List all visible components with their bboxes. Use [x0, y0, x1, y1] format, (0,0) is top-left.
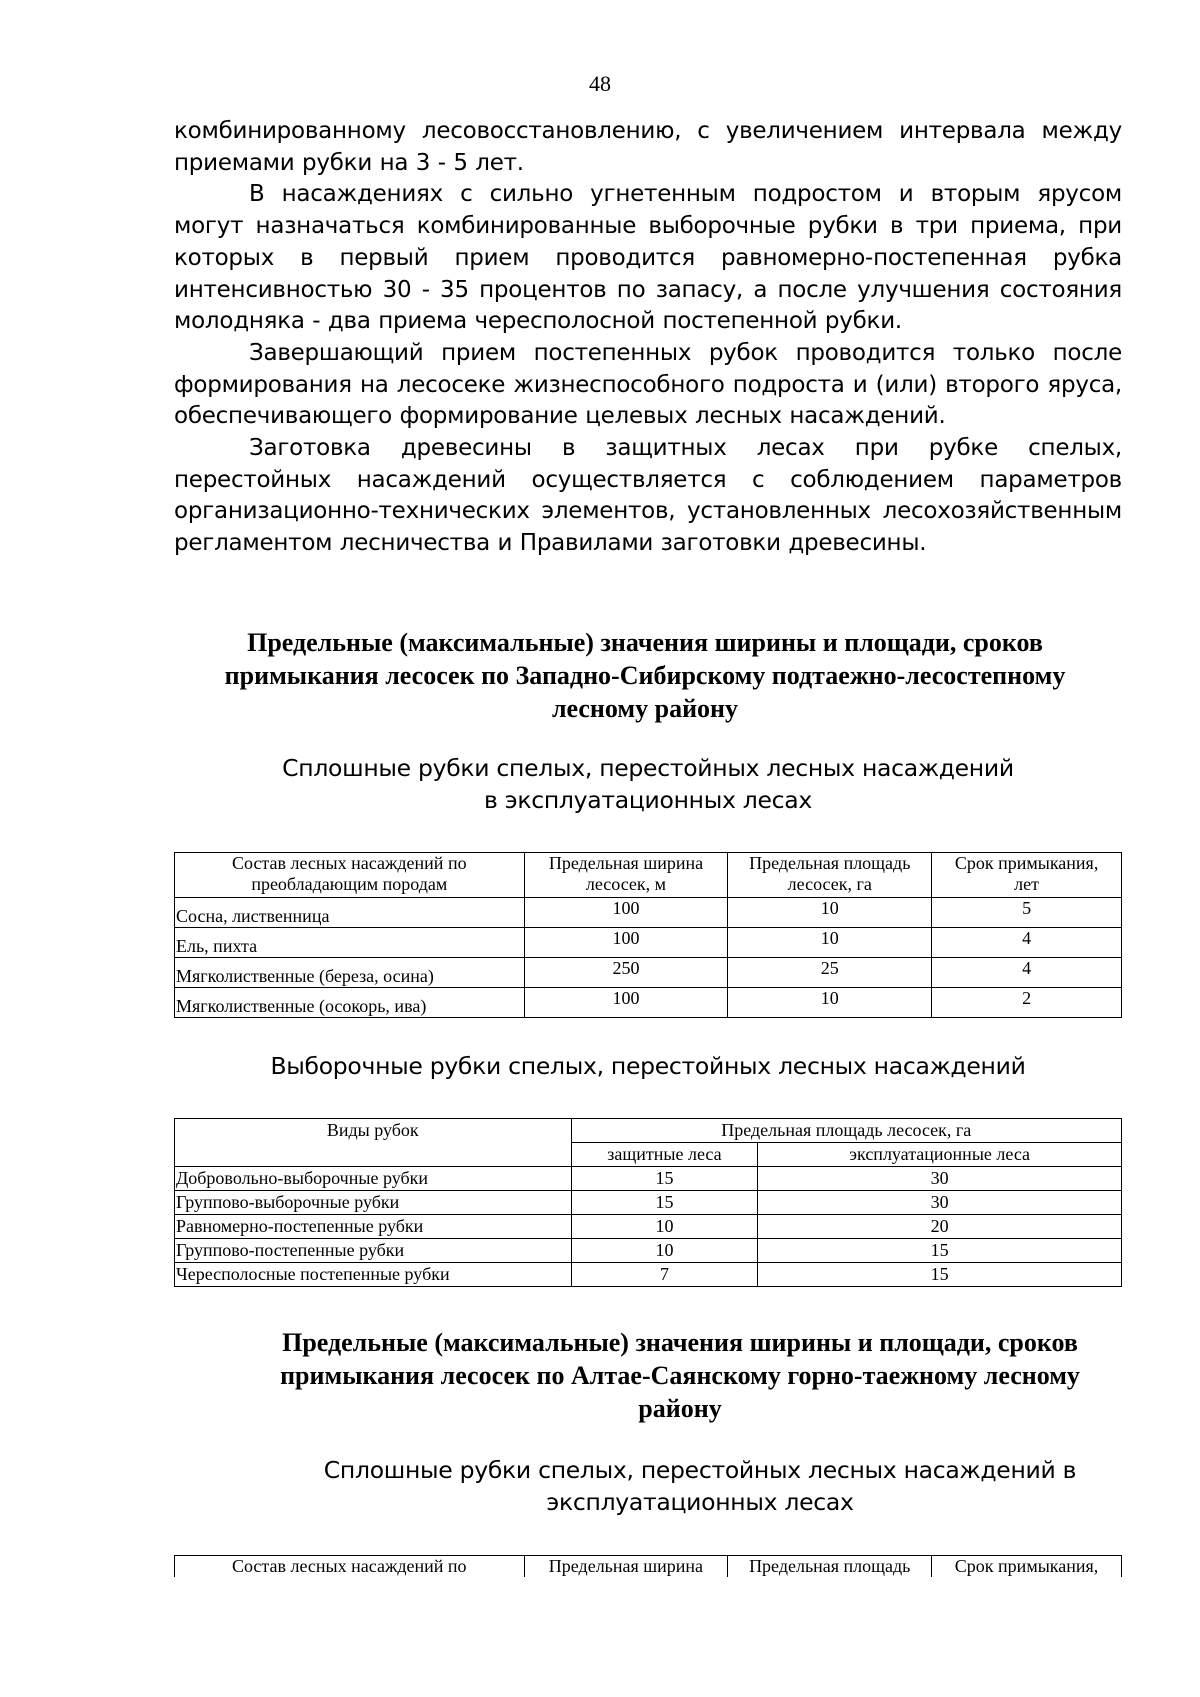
area-cell: 25	[728, 958, 932, 988]
operational-value-cell: 20	[758, 1215, 1122, 1239]
table-header-row	[175, 1556, 1122, 1578]
species-cell: Мягколиственные (береза, осина)	[175, 958, 525, 988]
header-cutting-type: Виды рубок	[175, 1119, 572, 1167]
table-header-row	[175, 853, 1122, 898]
table-row	[175, 1167, 1122, 1191]
table-row	[175, 1239, 1122, 1263]
table-row	[175, 988, 1122, 1018]
section1-clear-cutting-subtitle	[174, 752, 1122, 816]
table-row	[175, 1191, 1122, 1215]
table-row	[175, 958, 1122, 988]
body-text	[174, 116, 1122, 560]
protective-value-cell: 10	[571, 1239, 758, 1263]
header-max-width: Предельная ширина	[524, 1556, 728, 1578]
section1-heading-line: Предельные (максимальные) значения ширины и площади, сроков	[247, 628, 1043, 657]
width-cell: 100	[524, 898, 728, 928]
section2-heading-line: примыкания лесосек по Алтае-Саянскому горно-таежному лесному	[280, 1361, 1080, 1390]
operational-value-cell: 30	[758, 1167, 1122, 1191]
page-number: 48	[589, 71, 611, 96]
subtitle-line: Сплошные рубки спелых, перестойных лесных насаждений	[282, 754, 1014, 782]
paragraph-continuation: комбинированному лесовосстановлению, с увеличением интервала между приемами рубки на 3 - 5 лет.	[174, 118, 1122, 176]
section2-heading	[190, 1326, 1170, 1425]
term-cell: 4	[932, 958, 1122, 988]
table-row	[175, 928, 1122, 958]
cutting-type-cell: Добровольно-выборочные рубки	[175, 1167, 572, 1191]
area-cell: 10	[728, 898, 932, 928]
protective-value-cell: 10	[571, 1215, 758, 1239]
species-cell: Мягколиственные (осокорь, ива)	[175, 988, 525, 1018]
section1-heading-line: примыкания лесосек по Западно-Сибирскому подтаежно-лесостепному	[224, 661, 1066, 690]
cutting-type-cell: Чересполосные постепенные рубки	[175, 1263, 572, 1287]
selective-cutting-table	[174, 1118, 1122, 1287]
subtitle-line: в эксплуатационных лесах	[484, 786, 812, 814]
clear-cutting-table	[174, 852, 1122, 1018]
header-adjacency-term: Срок примыкания, лет	[932, 853, 1122, 898]
header-max-width: Предельная ширина лесосек, м	[524, 853, 728, 898]
term-cell: 4	[932, 928, 1122, 958]
term-cell: 2	[932, 988, 1122, 1018]
section1-heading-line: лесному району	[551, 694, 739, 723]
header-composition: Состав лесных насаждений по	[175, 1556, 525, 1578]
section2-clear-cutting-subtitle	[250, 1454, 1150, 1518]
protective-value-cell: 15	[571, 1167, 758, 1191]
operational-value-cell: 30	[758, 1191, 1122, 1215]
section2-heading-line: Предельные (максимальные) значения ширины и площади, сроков	[282, 1328, 1078, 1357]
area-cell: 10	[728, 988, 932, 1018]
header-adjacency-term: Срок примыкания,	[932, 1556, 1122, 1578]
header-operational-forests: эксплуатационные леса	[758, 1143, 1122, 1167]
protective-value-cell: 15	[571, 1191, 758, 1215]
operational-value-cell: 15	[758, 1239, 1122, 1263]
table-row	[175, 1263, 1122, 1287]
header-composition: Состав лесных насаждений по преобладающим породам	[175, 853, 525, 898]
cutting-type-cell: Равномерно-постепенные рубки	[175, 1215, 572, 1239]
subtitle-line: эксплуатационных лесах	[546, 1488, 854, 1516]
area-cell: 10	[728, 928, 932, 958]
width-cell: 100	[524, 928, 728, 958]
table-row	[175, 898, 1122, 928]
paragraph-protective-forests: Заготовка древесины в защитных лесах при рубке спелых, перестойных насаждений осуществляется с соблюдением параметров организационно-технических элементов, установленных лесохозяйственным регламентом лесничества и Правилами заготовки древесины.	[174, 435, 1122, 557]
table-header-row	[175, 1119, 1122, 1143]
table-row	[175, 1215, 1122, 1239]
paragraph-combined-cuttings: В насаждениях с сильно угнетенным подростом и вторым ярусом могут назначаться комбинированные выборочные рубки в три приема, при которых в первый прием проводится равномерно-постепенная рубка интенсивностью 30 - 35 процентов по запасу, а после улучшения состояния молодняка - два приема чересполосной постепенной рубки.	[174, 181, 1122, 335]
header-max-area: Предельная площадь лесосек, га	[571, 1119, 1121, 1143]
subtitle-line: Сплошные рубки спелых, перестойных лесных насаждений в	[323, 1456, 1077, 1484]
operational-value-cell: 15	[758, 1263, 1122, 1287]
term-cell: 5	[932, 898, 1122, 928]
header-max-area: Предельная площадь	[728, 1556, 932, 1578]
section2-clear-cutting-table	[174, 1555, 1122, 1577]
section1-heading	[150, 626, 1140, 725]
species-cell: Сосна, лиственница	[175, 898, 525, 928]
header-max-area: Предельная площадь лесосек, га	[728, 853, 932, 898]
species-cell: Ель, пихта	[175, 928, 525, 958]
header-protective-forests: защитные леса	[571, 1143, 758, 1167]
width-cell: 250	[524, 958, 728, 988]
paragraph-final-stage: Завершающий прием постепенных рубок проводится только после формирования на лесосеке жизнеспособного подроста и (или) второго яруса, обеспечивающего формирование целевых лесных насаждений.	[174, 339, 1122, 430]
section1-selective-cutting-subtitle: Выборочные рубки спелых, перестойных лесных насаждений	[270, 1052, 1026, 1080]
protective-value-cell: 7	[571, 1263, 758, 1287]
cutting-type-cell: Группово-выборочные рубки	[175, 1191, 572, 1215]
cutting-type-cell: Группово-постепенные рубки	[175, 1239, 572, 1263]
width-cell: 100	[524, 988, 728, 1018]
section2-heading-line: району	[638, 1394, 722, 1423]
